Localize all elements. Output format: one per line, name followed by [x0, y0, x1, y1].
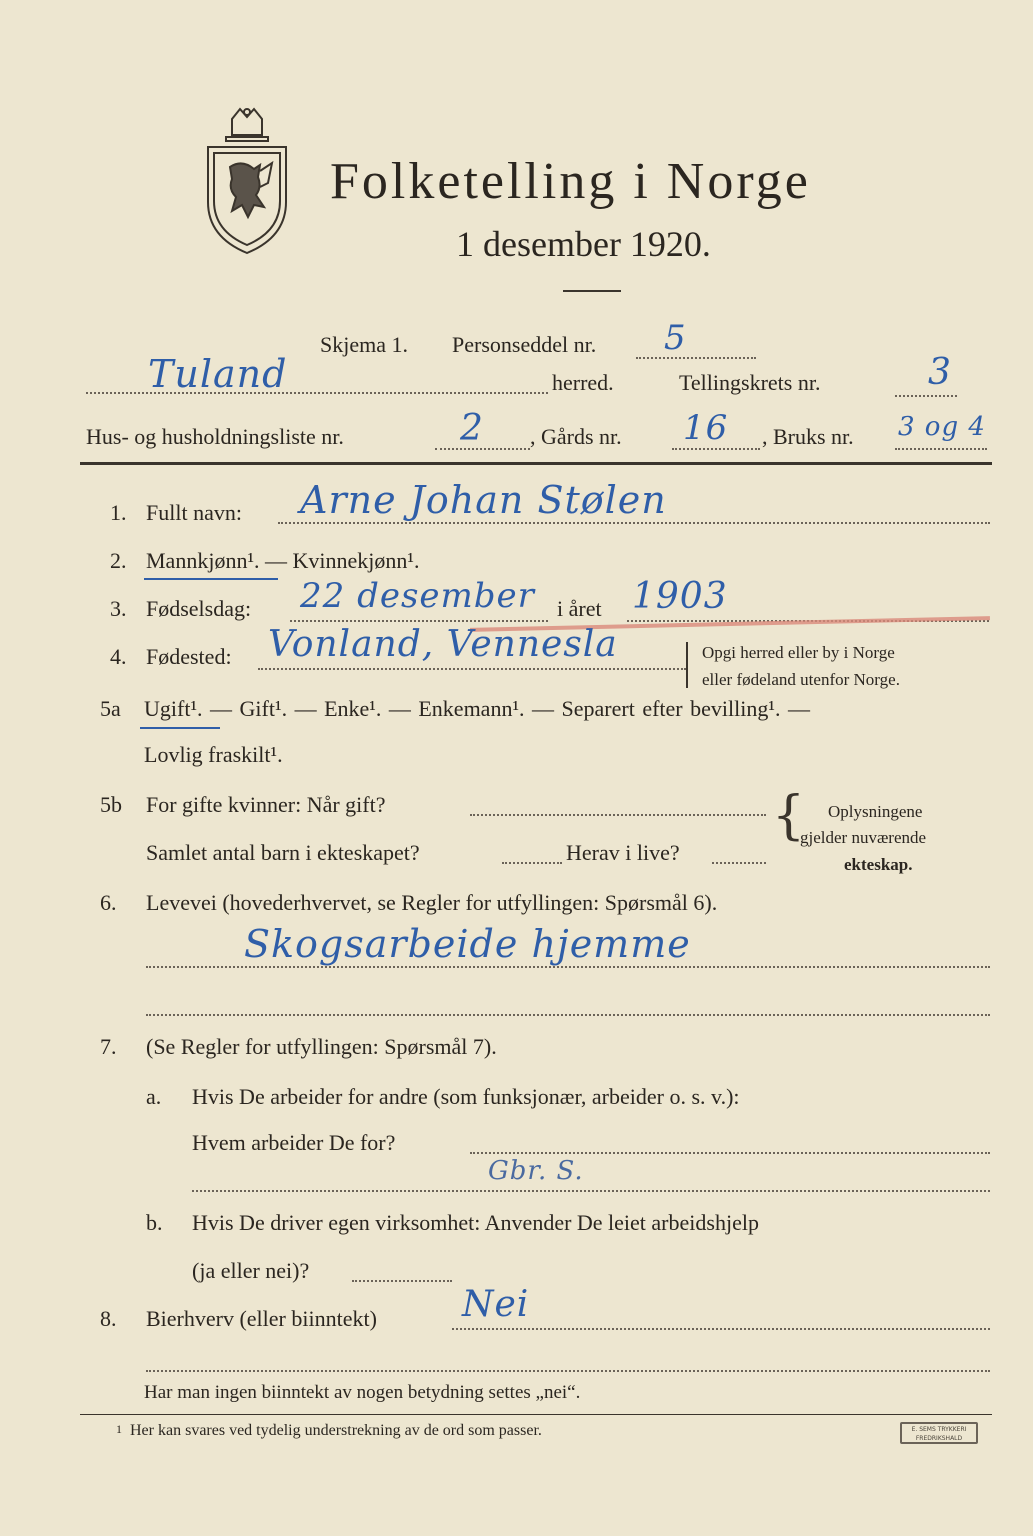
hus-label: Hus- og husholdningsliste nr.	[86, 424, 344, 449]
hus-value[interactable]: 2	[460, 408, 484, 449]
q3-label: Fødselsdag:	[146, 596, 252, 621]
ugift-underline	[140, 727, 220, 729]
q5b-label-2: Samlet antal barn i ekteskapet?	[146, 840, 420, 865]
q3-number: 3.	[110, 596, 127, 621]
birthplace-value[interactable]: Vonland, Vennesla	[268, 624, 618, 665]
q7b-letter: b.	[146, 1210, 163, 1235]
q8-number: 8.	[100, 1306, 117, 1331]
q5b-brace: {	[772, 786, 806, 846]
tellingskrets-line	[895, 395, 957, 397]
q1-label: Fullt navn:	[146, 500, 242, 525]
q2-number: 2.	[110, 548, 127, 573]
q6-line-2	[146, 1014, 990, 1016]
q7a-label-2: Hvem arbeider De for?	[192, 1130, 396, 1155]
q4-line	[258, 668, 686, 670]
tellingskrets-value[interactable]: 3	[928, 352, 952, 393]
q7a-letter: a.	[146, 1084, 162, 1109]
q7-label: (Se Regler for utfyllingen: Spørsmål 7).	[146, 1034, 497, 1059]
q5b-note-2: gjelder nuværende	[800, 828, 927, 847]
gards-value[interactable]: 16	[683, 408, 729, 448]
q4-label: Fødested:	[146, 644, 232, 669]
coat-of-arms-icon	[202, 107, 292, 257]
q7b-label-2: (ja eller nei)?	[192, 1258, 310, 1283]
q4-note-2: eller fødeland utenfor Norge.	[702, 670, 900, 689]
bruks-line	[895, 448, 987, 450]
header-separator	[80, 462, 992, 465]
q6-line-1	[146, 966, 990, 968]
q5b-married-line	[470, 814, 766, 816]
q5b-children-line	[502, 862, 562, 864]
q5b-number: 5b	[100, 792, 122, 817]
q7b-line	[352, 1280, 452, 1282]
q7a-label: Hvis De arbeider for andre (som funksjonær, arbeider o. s. v.):	[192, 1084, 740, 1109]
employer-value[interactable]: Gbr. S.	[488, 1156, 584, 1186]
q3-line	[290, 620, 548, 622]
title-divider	[563, 290, 621, 292]
q6-number: 6.	[100, 890, 117, 915]
q5a-label: Ugift¹. — Gift¹. — Enke¹. — Enkemann¹. — Separert efter bevilling¹. —	[144, 696, 810, 721]
side-income-value[interactable]: Nei	[462, 1284, 530, 1325]
footer-note: Har man ingen biinntekt av nogen betydning settes „nei“.	[144, 1382, 581, 1403]
q7b-label: Hvis De driver egen virksomhet: Anvender De leiet arbeidshjelp	[192, 1210, 759, 1235]
q8-label: Bierhverv (eller biinntekt)	[146, 1306, 377, 1331]
footnote-mark: 1	[116, 1422, 122, 1436]
bruks-value[interactable]: 3 og 4	[898, 412, 986, 442]
q1-line	[278, 522, 990, 524]
q4-note-1: Opgi herred eller by i Norge	[702, 643, 895, 662]
footnote-text: Her kan svares ved tydelig understrekning av de ord som passer.	[130, 1422, 542, 1439]
q3-year-label: i året	[557, 596, 602, 621]
personseddel-value[interactable]: 5	[664, 318, 687, 358]
personseddel-line	[636, 357, 756, 359]
tellingskrets-label: Tellingskrets nr.	[679, 370, 821, 395]
birthdate-value[interactable]: 22 desember	[300, 576, 535, 616]
bruks-label: , Bruks nr.	[762, 424, 854, 449]
herred-value[interactable]: Tuland	[148, 352, 288, 396]
q5b-label-1: For gifte kvinner: Når gift?	[146, 792, 386, 817]
q2-label: Mannkjønn¹. — Kvinnekjønn¹.	[146, 548, 420, 573]
full-name-value[interactable]: Arne Johan Stølen	[300, 478, 667, 522]
gards-label: , Gårds nr.	[530, 424, 622, 449]
personseddel-label: Personseddel nr.	[452, 332, 597, 357]
q5b-alive-line	[712, 862, 766, 864]
form-date: 1 desember 1920.	[456, 224, 711, 264]
q4-number: 4.	[110, 644, 127, 669]
q7a-line-2	[192, 1190, 990, 1192]
herred-label: herred.	[552, 370, 614, 395]
q5b-note-1: Oplysningene	[828, 802, 923, 821]
q1-number: 1.	[110, 500, 127, 525]
q7a-line-1	[470, 1152, 990, 1154]
footer-separator	[80, 1414, 992, 1415]
q5b-label-3: Herav i live?	[566, 840, 680, 865]
occupation-value[interactable]: Skogsarbeide hjemme	[244, 922, 691, 966]
q5a-label-2: Lovlig fraskilt¹.	[144, 742, 283, 767]
q4-note-bracket	[686, 642, 688, 688]
q6-label: Levevei (hovederhvervet, se Regler for utfyllingen: Spørsmål 6).	[146, 890, 718, 915]
form-title: Folketelling i Norge	[330, 153, 811, 210]
skjema-label: Skjema 1.	[320, 332, 408, 357]
q5b-note-3: ekteskap.	[844, 855, 913, 874]
q5a-number: 5a	[100, 696, 121, 721]
q8-line-2	[146, 1370, 990, 1372]
q7-number: 7.	[100, 1034, 117, 1059]
q8-line-1	[452, 1328, 990, 1330]
gards-line	[672, 448, 760, 450]
birth-year-value[interactable]: 1903	[632, 576, 728, 617]
printer-mark: E. SEMS TRYKKERI FREDRIKSHALD	[900, 1422, 978, 1444]
mannkjonn-underline	[144, 578, 278, 580]
